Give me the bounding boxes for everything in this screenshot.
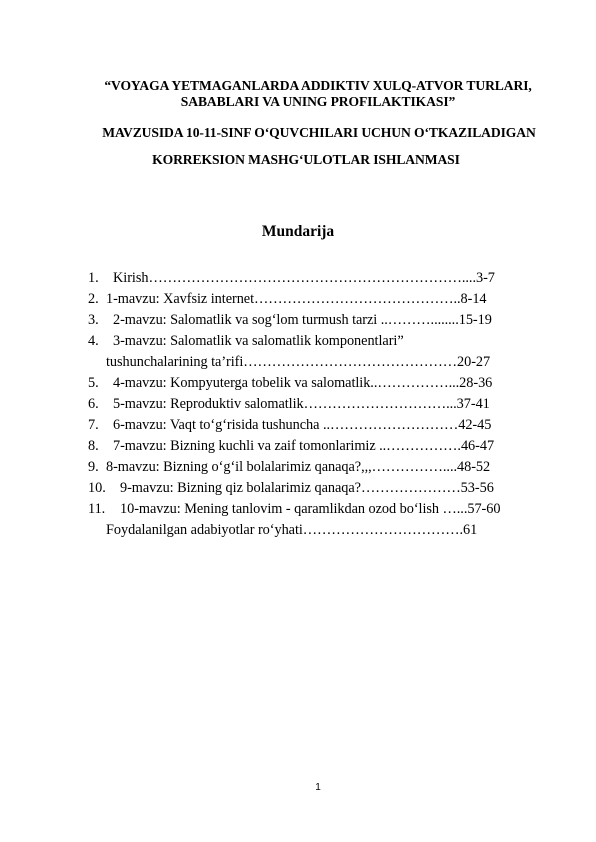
toc-entry bbox=[88, 333, 404, 350]
toc-entry-number: 7. bbox=[88, 417, 99, 433]
toc-entry-number: 9. bbox=[88, 459, 99, 475]
toc-entry-text: 7-mavzu: Bizning kuchli va zaif tomonlarimiz ..…………….46-47 bbox=[113, 438, 495, 454]
toc-entry-number: 3. bbox=[88, 312, 99, 328]
toc-entry-number: 5. bbox=[88, 375, 99, 391]
toc-entry-text: 9-mavzu: Bizning qiz bolalarimiz qanaqa?…………………53-56 bbox=[120, 480, 494, 496]
toc-entry-text: tushunchalarining ta’rifi………………………………………20-27 bbox=[106, 354, 491, 370]
toc-entry bbox=[88, 270, 495, 287]
document-title-line-4: KORREKSION MASHG‘ULOTLAR ISHLANMASI bbox=[152, 152, 460, 167]
page-number: 1 bbox=[315, 782, 321, 793]
toc-entry-number: 11. bbox=[88, 501, 106, 517]
toc-entry-text: 4-mavzu: Kompyuterga tobelik va salomatlik..……………...28-36 bbox=[113, 375, 493, 391]
toc-entry bbox=[88, 291, 487, 308]
toc-entry-text: 6-mavzu: Vaqt to‘g‘risida tushuncha ..………………………42-45 bbox=[113, 417, 492, 433]
toc-entry-number: 10. bbox=[88, 480, 106, 496]
toc-entry bbox=[88, 480, 494, 497]
toc-entry bbox=[88, 312, 492, 329]
toc-entry-text: Kirish…………………………………………………………....3-7 bbox=[113, 270, 495, 286]
contents-heading: Mundarija bbox=[261, 223, 335, 240]
document-title-line-2: SABABLARI VA UNING PROFILAKTIKASI” bbox=[180, 94, 456, 109]
toc-entry-text: 3-mavzu: Salomatlik va salomatlik komponentlari” bbox=[113, 333, 404, 349]
toc-entry-text: Foydalanilgan adabiyotlar ro‘yhati…………………………….61 bbox=[106, 522, 478, 538]
toc-entry bbox=[88, 438, 494, 455]
toc-entry bbox=[88, 417, 491, 434]
toc-entry-text: 2-mavzu: Salomatlik va sog‘lom turmush tarzi ..………........15-19 bbox=[113, 312, 492, 328]
toc-entry-number: 8. bbox=[88, 438, 99, 454]
toc-entry-number: 1. bbox=[88, 270, 99, 286]
document-title-line-3: MAVZUSIDA 10-11-SINF O‘QUVCHILARI UCHUN O‘TKAZILADIGAN bbox=[102, 125, 536, 140]
toc-entry-text: 8-mavzu: Bizning o‘g‘il bolalarimiz qanaqa?,,,……………....48-52 bbox=[106, 459, 491, 475]
toc-entry-number: 2. bbox=[88, 291, 99, 307]
toc-entry-text: 5-mavzu: Reproduktiv salomatlik…………………………...37-41 bbox=[113, 396, 490, 412]
toc-entry-text: 1-mavzu: Xavfsiz internet……………………………………..8-14 bbox=[106, 291, 487, 307]
toc-entry-number: 4. bbox=[88, 333, 99, 349]
toc-entry bbox=[88, 501, 500, 518]
toc-entry bbox=[88, 459, 490, 476]
document-title-line-1: “VOYAGA YETMAGANLARDA ADDIKTIV XULQ-ATVOR TURLARI, bbox=[104, 78, 532, 93]
toc-entry-number: 6. bbox=[88, 396, 99, 412]
toc-entry-continuation bbox=[106, 354, 490, 371]
toc-entry bbox=[88, 396, 490, 413]
toc-entry-text: 10-mavzu: Mening tanlovim - qaramlikdan ozod bo‘lish …...57-60 bbox=[120, 501, 501, 517]
toc-entry-bibliography bbox=[106, 522, 477, 539]
toc-entry bbox=[88, 375, 492, 392]
